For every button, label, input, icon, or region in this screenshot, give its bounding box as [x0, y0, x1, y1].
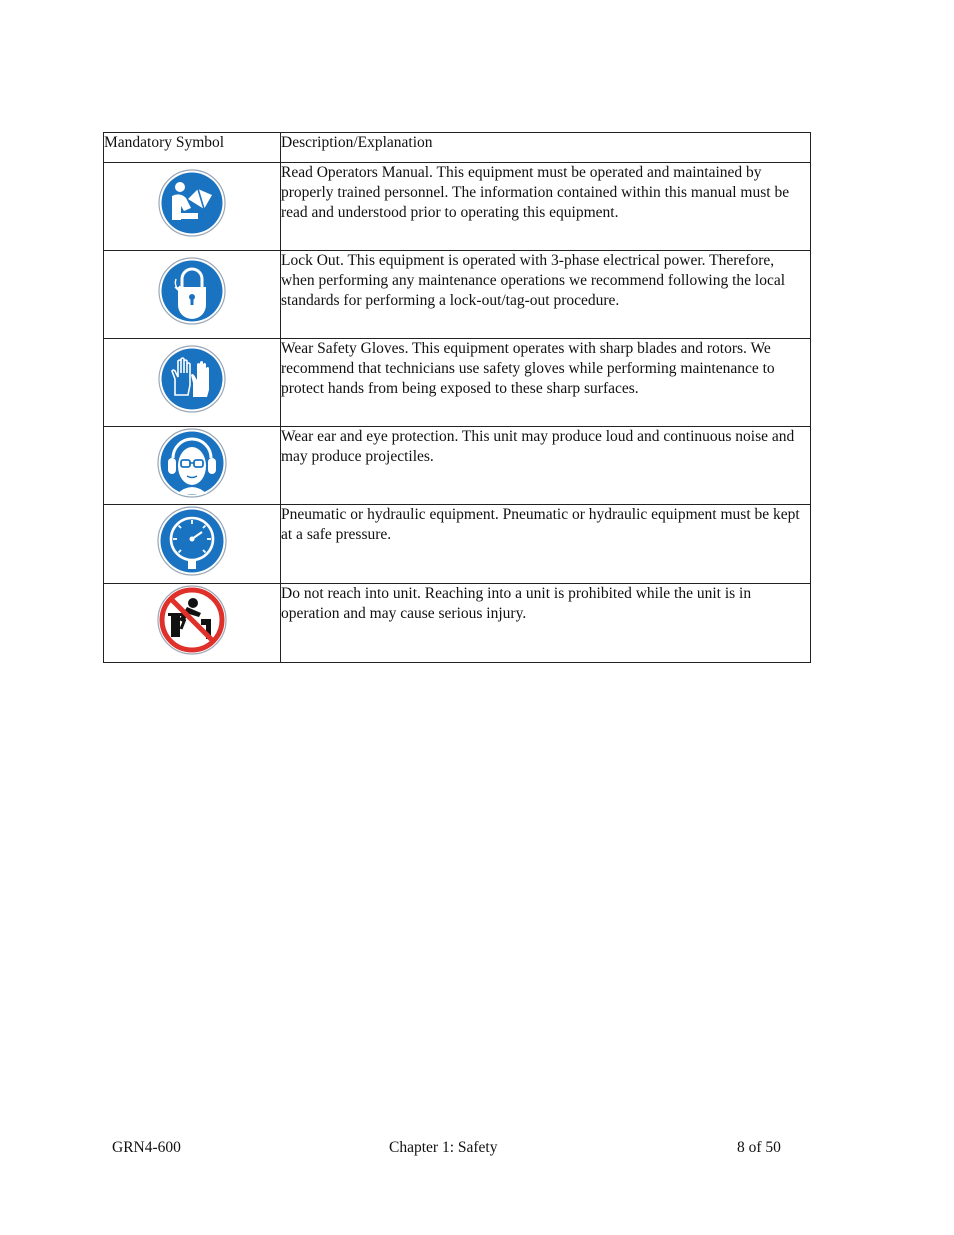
header-description: Description/Explanation — [281, 133, 811, 163]
ear-eye-protection-icon — [157, 428, 227, 498]
lock-out-icon — [158, 257, 226, 325]
header-mandatory-symbol: Mandatory Symbol — [104, 133, 281, 163]
safety-symbols-table — [103, 132, 811, 663]
safety-gloves-icon — [158, 345, 226, 413]
footer-page-number: 8 of 50 — [737, 1139, 781, 1156]
table-row — [104, 427, 811, 505]
read-manual-icon — [158, 169, 226, 237]
row-description: Lock Out. This equipment is operated with 3-phase electrical power. Therefore, when performing any maintenance operations we recommend following the local standards for performing a lock-out/tag-out procedure. — [281, 251, 811, 339]
table-row — [104, 339, 811, 427]
symbol-cell — [104, 505, 281, 584]
symbol-cell — [104, 339, 281, 427]
row-description: Wear ear and eye protection. This unit may produce loud and continuous noise and may produce projectiles. — [281, 427, 811, 505]
symbol-cell — [104, 427, 281, 505]
table-row — [104, 251, 811, 339]
footer-doc-id: GRN4-600 — [112, 1139, 181, 1156]
symbol-cell — [104, 584, 281, 663]
footer-chapter: Chapter 1: Safety — [389, 1139, 498, 1156]
table-header-row — [104, 133, 811, 163]
do-not-reach-icon — [157, 585, 227, 655]
row-description: Do not reach into unit. Reaching into a unit is prohibited while the unit is in operation and may cause serious injury. — [281, 584, 811, 663]
row-description: Read Operators Manual. This equipment must be operated and maintained by properly trained personnel. The information contained within this manual must be read and understood prior to operating this equipment. — [281, 163, 811, 251]
symbol-cell — [104, 163, 281, 251]
table-row — [104, 584, 811, 663]
table-row — [104, 163, 811, 251]
symbol-cell — [104, 251, 281, 339]
table-row — [104, 505, 811, 584]
row-description: Pneumatic or hydraulic equipment. Pneumatic or hydraulic equipment must be kept at a safe pressure. — [281, 505, 811, 584]
row-description: Wear Safety Gloves. This equipment operates with sharp blades and rotors. We recommend that technicians use safety gloves while performing maintenance to protect hands from being exposed to these sharp surfaces. — [281, 339, 811, 427]
pressure-gauge-icon — [157, 506, 227, 576]
